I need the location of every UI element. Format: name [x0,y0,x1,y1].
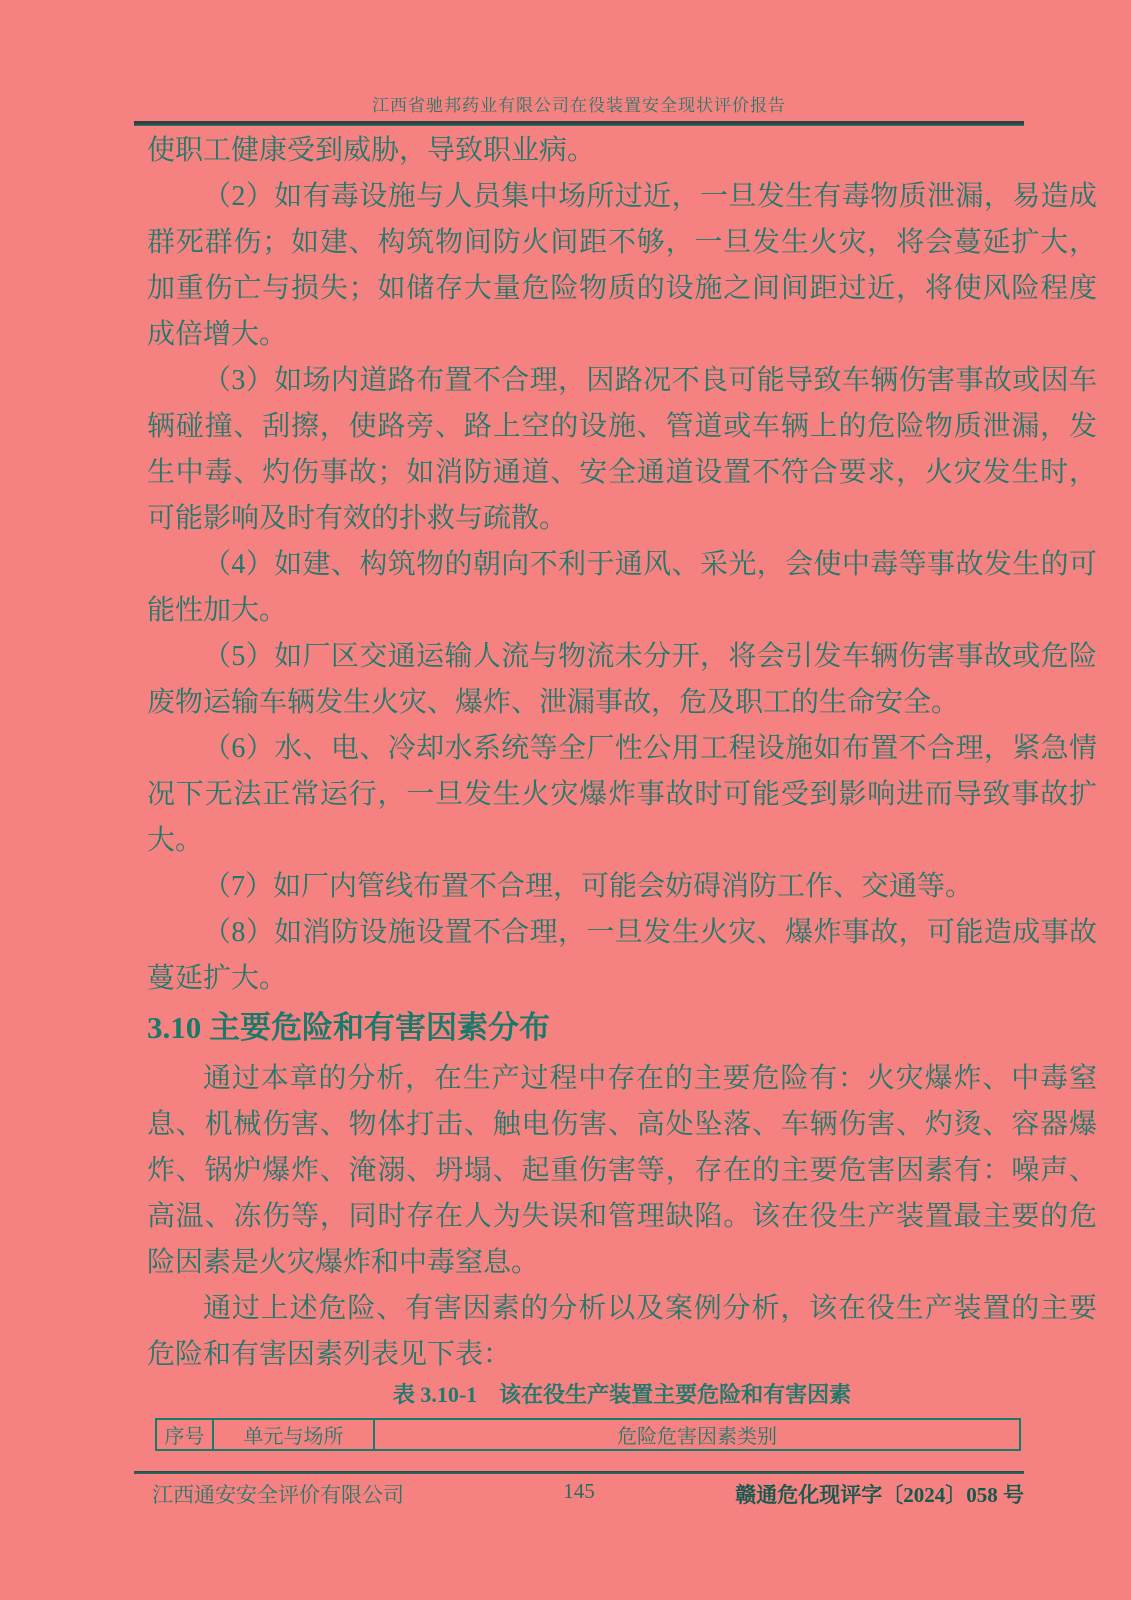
section-paragraph-2: 通过上述危险、有害因素的分析以及案例分析，该在役生产装置的主要危险和有害因素列表见下表： [147,1293,1097,1370]
footer-page-number: 145 [563,1479,595,1503]
paragraph-item-5: （5）如厂区交通运输人流与物流未分开，将会引发车辆伤害事故或危险废物运输车辆发生火灾、爆炸、泄漏事故，危及职工的生命安全。 [147,641,1097,718]
footer-document-number: 赣通危化现评字〔2024〕058 号 [735,1483,1024,1507]
table-caption: 表 3.10-1 该在役生产装置主要危险和有害因素 [392,1382,852,1407]
table-header-hazard-type: 危险危害因素类别 [374,1419,1020,1450]
hazard-factors-table [155,1418,1021,1451]
table-header-unit: 单元与场所 [213,1419,374,1450]
table-header-row [156,1419,1020,1450]
paragraph-item-6: （6）水、电、冷却水系统等全厂性公用工程设施如布置不合理，紧急情况下无法正常运行，一旦发生火灾爆炸事故时可能受到影响进而导致事故扩大。 [147,733,1097,856]
paragraph-item-4: （4）如建、构筑物的朝向不利于通风、采光，会使中毒等事故发生的可能性加大。 [147,549,1097,626]
page-header-title: 江西省驰邦药业有限公司在役装置安全现状评价报告 [372,96,786,115]
paragraph-continuation: 使职工健康受到威胁，导致职业病。 [147,135,596,166]
section-paragraph-1: 通过本章的分析，在生产过程中存在的主要危险有：火灾爆炸、中毒窒息、机械伤害、物体打击、触电伤害、高处坠落、车辆伤害、灼烫、容器爆炸、锅炉爆炸、淹溺、坍塌、起重伤害等，存在的主要危害因素有：噪声、高温、冻伤等，同时存在人为失误和管理缺陷。该在役生产装置最主要的危险因素是火灾爆炸和中毒窒息。 [147,1063,1097,1278]
footer-rule [134,1471,1024,1474]
section-heading-3-10: 3.10 主要危险和有害因素分布 [147,1010,550,1045]
document-body [147,128,1097,1451]
table-header-serial: 序号 [156,1419,213,1450]
paragraph-item-7: （7）如厂内管线布置不合理，可能会妨碍消防工作、交通等。 [203,871,974,902]
paragraph-item-2: （2）如有毒设施与人员集中场所过近，一旦发生有毒物质泄漏，易造成群死群伤；如建、构筑物间防火间距不够，一旦发生火灾，将会蔓延扩大，加重伤亡与损失；如储存大量危险物质的设施之间间距过近，将使风险程度成倍增大。 [147,181,1097,350]
paragraph-item-8: （8）如消防设施设置不合理，一旦发生火灾、爆炸事故，可能造成事故蔓延扩大。 [147,917,1097,994]
footer-company-name: 江西通安安全评价有限公司 [152,1483,404,1507]
header-rule [134,121,1024,126]
page-footer [134,1481,1024,1509]
paragraph-item-3: （3）如场内道路布置不合理，因路况不良可能导致车辆伤害事故或因车辆碰撞、刮擦，使路旁、路上空的设施、管道或车辆上的危险物质泄漏，发生中毒、灼伤事故；如消防通道、安全通道设置不符合要求，火灾发生时，可能影响及时有效的扑救与疏散。 [147,365,1097,534]
